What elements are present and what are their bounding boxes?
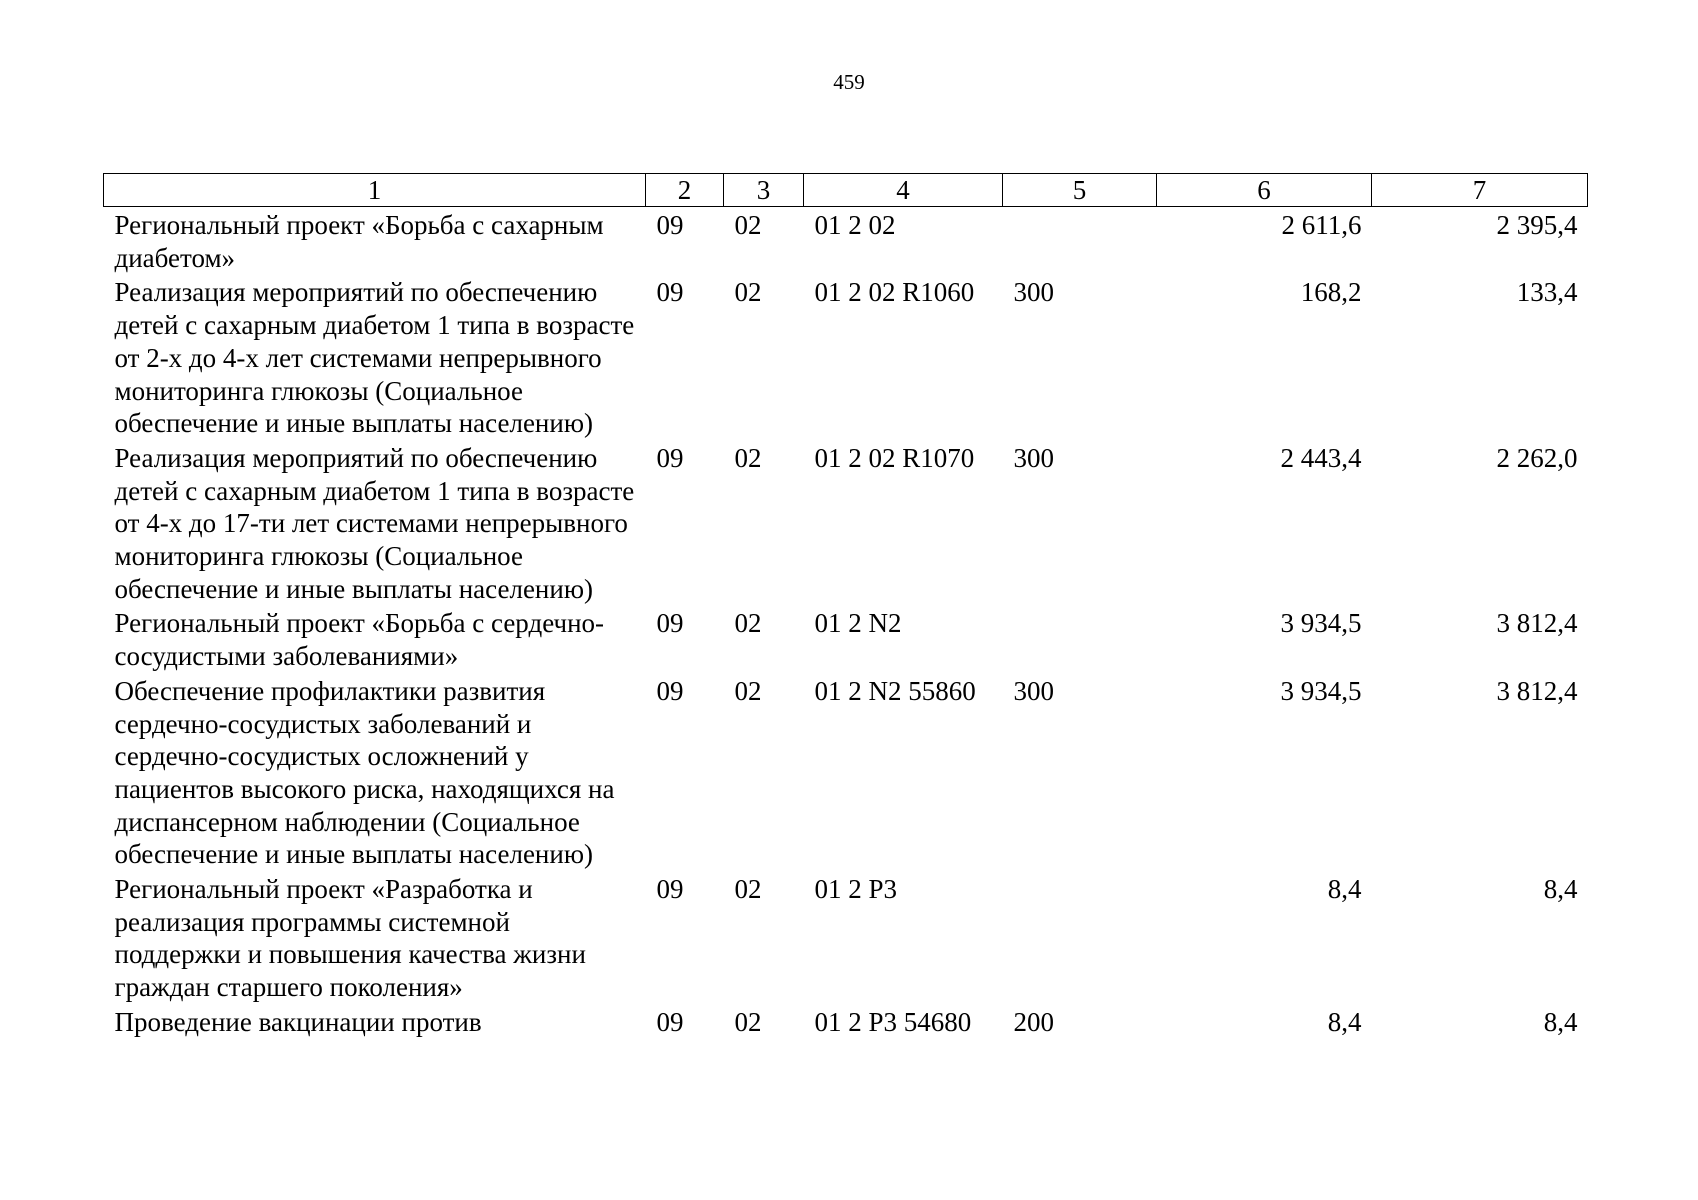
row-expense-type	[1003, 871, 1157, 1004]
row-amount-col6: 2 443,4	[1280, 442, 1362, 473]
table-row	[104, 1004, 1588, 1039]
row-amount-col7: 8,4	[1543, 1006, 1578, 1037]
row-amount-col7: 3 812,4	[1496, 608, 1578, 639]
row-section: 09	[656, 874, 684, 905]
row-amount-col6: 2 611,6	[1281, 210, 1362, 240]
row-amount-col6: 8,4	[1327, 874, 1362, 905]
row-amount-col7: 2 262,0	[1496, 442, 1578, 473]
row-expense-type: 300	[1013, 675, 1054, 706]
column-header-7: 7	[1372, 174, 1588, 207]
row-section: 09	[656, 277, 684, 308]
row-expense-type: 300	[1013, 442, 1054, 473]
row-amount-col6: 168,2	[1300, 277, 1362, 308]
row-section: 09	[656, 675, 684, 706]
table-row	[104, 440, 1588, 606]
row-amount-col6: 8,4	[1327, 1006, 1362, 1037]
row-subsection: 02	[734, 608, 762, 639]
row-target-code: 01 2 02 R1070	[814, 442, 975, 473]
table-row	[104, 274, 1588, 440]
table-row	[104, 871, 1588, 1004]
row-amount-col7: 2 395,4	[1496, 210, 1578, 240]
row-target-code: 01 2 02	[814, 210, 896, 240]
row-name: Проведение вакцинации против	[114, 1006, 482, 1037]
column-header-3: 3	[724, 174, 804, 207]
row-amount-col6: 3 934,5	[1280, 675, 1362, 706]
row-target-code: 01 2 02 R1060	[814, 277, 975, 308]
row-name: Реализация мероприятий по обеспечению детей с сахарным диабетом 1 типа в возрасте от 4-х до 17-ти лет системами непрерывного мониторинга глюкозы (Социальное обеспечение и иные выплаты населению)	[114, 442, 635, 604]
column-header-6: 6	[1157, 174, 1372, 207]
row-name: Региональный проект «Борьба с сахарным диабетом»	[114, 210, 604, 273]
table-header-row	[104, 174, 1588, 207]
row-name: Региональный проект «Борьба с сердечно-сосудистыми заболеваниями»	[114, 608, 605, 672]
row-subsection: 02	[734, 442, 762, 473]
column-header-5: 5	[1003, 174, 1157, 207]
row-amount-col6: 3 934,5	[1280, 608, 1362, 639]
row-expense-type	[1003, 605, 1157, 672]
row-section: 09	[656, 608, 684, 639]
row-name: Реализация мероприятий по обеспечению детей с сахарным диабетом 1 типа в возрасте от 2-х до 4-х лет системами непрерывного мониторинга глюкозы (Социальное обеспечение и иные выплаты населению)	[114, 277, 635, 439]
row-amount-col7: 3 812,4	[1496, 675, 1578, 706]
row-section: 09	[656, 210, 684, 240]
row-target-code: 01 2 N2	[814, 608, 902, 639]
budget-table	[103, 173, 1588, 1039]
row-amount-col7: 133,4	[1516, 277, 1578, 308]
row-target-code: 01 2 P3 54680	[814, 1006, 972, 1037]
table-row	[104, 605, 1588, 672]
row-subsection: 02	[734, 277, 762, 308]
row-expense-type	[1003, 207, 1157, 275]
table-row	[104, 673, 1588, 871]
row-target-code: 01 2 N2 55860	[814, 675, 976, 706]
column-header-4: 4	[804, 174, 1003, 207]
row-amount-col7: 8,4	[1543, 874, 1578, 905]
row-subsection: 02	[734, 675, 762, 706]
row-section: 09	[656, 1006, 684, 1037]
row-subsection: 02	[734, 210, 762, 240]
row-subsection: 02	[734, 1006, 762, 1037]
row-section: 09	[656, 442, 684, 473]
row-target-code: 01 2 P3	[814, 874, 898, 905]
column-header-1: 1	[104, 174, 646, 207]
page-number: 459	[833, 70, 865, 94]
column-header-2: 2	[646, 174, 724, 207]
row-subsection: 02	[734, 874, 762, 905]
row-name: Региональный проект «Разработка и реализация программы системной поддержки и повышения качества жизни граждан старшего поколения»	[114, 874, 586, 1003]
table-row	[104, 207, 1588, 275]
row-name: Обеспечение профилактики развития сердечно-сосудистых заболеваний и сердечно-сосудистых осложнений у пациентов высокого риска, находящихся на диспансерном наблюдении (Социальное обеспечение и иные выплаты населению)	[114, 675, 615, 870]
row-expense-type: 200	[1013, 1006, 1054, 1037]
row-expense-type: 300	[1013, 277, 1054, 308]
